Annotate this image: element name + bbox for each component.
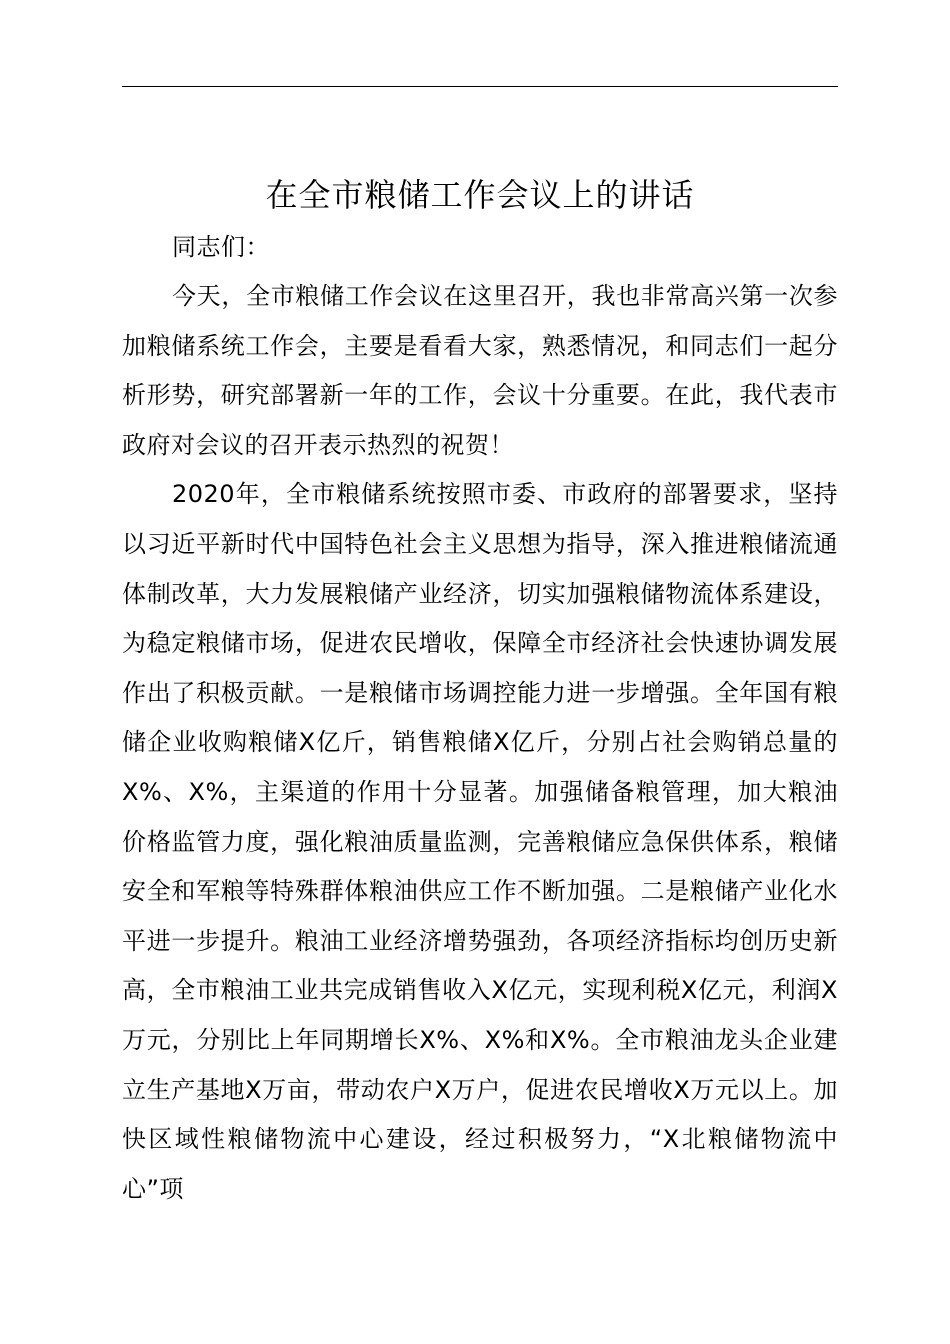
paragraph-2: 2020年，全市粮储系统按照市委、市政府的部署要求，坚持以习近平新时代中国特色社会主义思想为指导，深入推进粮储流通体制改革，大力发展粮储产业经济，切实加强粮储物流体系建设，为稳定粮储市场，促进农民增收，保障全市经济社会快速协调发展作出了积极贡献。一是粮储市场调控能力进一步增强。全年国有粮储企业收购粮储X亿斤，销售粮储X亿斤，分别占社会购销总量的X%、X%，主渠道的作用十分显著。加强储备粮管理，加大粮油价格监管力度，强化粮油质量监测，完善粮储应急保供体系，粮储安全和军粮等特殊群体粮油供应工作不断加强。二是粮储产业化水平进一步提升。粮油工业经济增势强劲，各项经济指标均创历史新高，全市粮油工业共完成销售收入X亿元，实现利税X亿元，利润X万元，分别比上年同期增长X%、X%和X%。全市粮油龙头企业建立生产基地X万亩，带动农户X万户，促进农民增收X万元以上。加快区域性粮储物流中心建设，经过积极努力，“X北粮储物流中心”项 bbox=[122, 480, 838, 1203]
header-rule bbox=[122, 86, 838, 87]
document-body bbox=[122, 222, 838, 1214]
paragraph-1: 今天，全市粮储工作会议在这里召开，我也非常高兴第一次参加粮储系统工作会，主要是看看大家，熟悉情况，和同志们一起分析形势，研究部署新一年的工作，会议十分重要。在此，我代表市政府对会议的召开表示热烈的祝贺！ bbox=[122, 282, 838, 459]
salutation: 同志们： bbox=[172, 233, 270, 261]
document-title: 在全市粮储工作会议上的讲话 bbox=[265, 176, 695, 215]
